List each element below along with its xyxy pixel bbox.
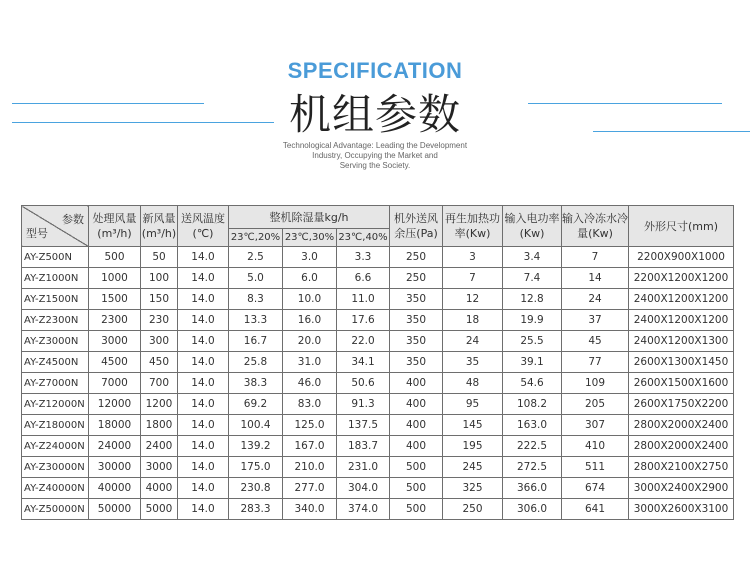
cell-dimensions: 2400X1200X1200 xyxy=(629,310,734,331)
table-row xyxy=(22,373,734,394)
table-row xyxy=(22,436,734,457)
cell-dehum-20: 69.2 xyxy=(229,394,283,415)
cell-chilled-water: 45 xyxy=(562,331,629,352)
cell-fresh-air: 1200 xyxy=(141,394,178,415)
cell-dimensions: 2200X1200X1200 xyxy=(629,268,734,289)
cell-dimensions: 2200X900X1000 xyxy=(629,247,734,268)
title-chinese: 机组参数 xyxy=(288,90,461,139)
cell-model: AY-Z40000N xyxy=(22,478,89,499)
cell-dehum-40: 17.6 xyxy=(337,310,390,331)
cell-regen-heating: 48 xyxy=(443,373,503,394)
title-english: SPECIFICATION xyxy=(287,58,463,83)
cell-supply-temp: 14.0 xyxy=(178,457,229,478)
cell-dehum-40: 22.0 xyxy=(337,331,390,352)
table-row xyxy=(22,457,734,478)
cell-fresh-air: 700 xyxy=(141,373,178,394)
cell-dehum-30: 3.0 xyxy=(283,247,337,268)
cell-regen-heating: 3 xyxy=(443,247,503,268)
header-fresh-air: 新风量(m³/h) xyxy=(141,206,178,247)
cell-dimensions: 2600X1750X2200 xyxy=(629,394,734,415)
cell-air-volume: 7000 xyxy=(89,373,141,394)
cell-fresh-air: 4000 xyxy=(141,478,178,499)
cell-dimensions: 3000X2600X3100 xyxy=(629,499,734,520)
cell-air-volume: 1000 xyxy=(89,268,141,289)
table-row xyxy=(22,499,734,520)
cell-dehum-20: 5.0 xyxy=(229,268,283,289)
cell-fresh-air: 450 xyxy=(141,352,178,373)
table-row xyxy=(22,331,734,352)
cell-chilled-water: 511 xyxy=(562,457,629,478)
cell-air-volume: 1500 xyxy=(89,289,141,310)
cell-air-volume: 50000 xyxy=(89,499,141,520)
cell-static-pressure: 400 xyxy=(390,373,443,394)
cell-chilled-water: 410 xyxy=(562,436,629,457)
cell-chilled-water: 77 xyxy=(562,352,629,373)
cell-dehum-20: 230.8 xyxy=(229,478,283,499)
cell-model: AY-Z30000N xyxy=(22,457,89,478)
cell-input-power: 19.9 xyxy=(503,310,562,331)
header-air-volume: 处理风量(m³/h) xyxy=(89,206,141,247)
cell-dehum-40: 3.3 xyxy=(337,247,390,268)
header-dimensions: 外形尺寸(mm) xyxy=(629,206,734,247)
cell-model: AY-Z50000N xyxy=(22,499,89,520)
cell-supply-temp: 14.0 xyxy=(178,436,229,457)
cell-supply-temp: 14.0 xyxy=(178,478,229,499)
cell-supply-temp: 14.0 xyxy=(178,373,229,394)
cell-static-pressure: 250 xyxy=(390,268,443,289)
cell-air-volume: 40000 xyxy=(89,478,141,499)
cell-fresh-air: 2400 xyxy=(141,436,178,457)
cell-dehum-30: 167.0 xyxy=(283,436,337,457)
cell-regen-heating: 195 xyxy=(443,436,503,457)
cell-fresh-air: 3000 xyxy=(141,457,178,478)
table-row xyxy=(22,394,734,415)
cell-input-power: 39.1 xyxy=(503,352,562,373)
cell-dehum-30: 20.0 xyxy=(283,331,337,352)
table-row xyxy=(22,310,734,331)
cell-static-pressure: 350 xyxy=(390,331,443,352)
specification-table xyxy=(21,205,734,520)
cell-supply-temp: 14.0 xyxy=(178,352,229,373)
header-dehumidification: 整机除湿量kg/h xyxy=(229,206,390,229)
cell-dehum-20: 2.5 xyxy=(229,247,283,268)
table-header-row xyxy=(22,206,734,229)
cell-dehum-40: 231.0 xyxy=(337,457,390,478)
cell-dehum-20: 13.3 xyxy=(229,310,283,331)
table-row xyxy=(22,268,734,289)
cell-dehum-20: 38.3 xyxy=(229,373,283,394)
table-body xyxy=(22,247,734,520)
cell-dimensions: 2800X2000X2400 xyxy=(629,415,734,436)
cell-static-pressure: 250 xyxy=(390,247,443,268)
table-row xyxy=(22,247,734,268)
subtitle-line: Industry, Occupying the Market and xyxy=(312,151,438,160)
header-regen-heating: 再生加热功率(Kw) xyxy=(443,206,503,247)
table-row xyxy=(22,478,734,499)
cell-dehum-30: 31.0 xyxy=(283,352,337,373)
cell-input-power: 54.6 xyxy=(503,373,562,394)
cell-dehum-30: 210.0 xyxy=(283,457,337,478)
header-dehum-30: 23℃,30% xyxy=(283,229,337,247)
cell-input-power: 222.5 xyxy=(503,436,562,457)
header-chilled-water: 输入冷冻水冷量(Kw) xyxy=(562,206,629,247)
cell-model: AY-Z4500N xyxy=(22,352,89,373)
cell-static-pressure: 400 xyxy=(390,436,443,457)
cell-air-volume: 30000 xyxy=(89,457,141,478)
cell-dehum-20: 283.3 xyxy=(229,499,283,520)
cell-air-volume: 12000 xyxy=(89,394,141,415)
table-row xyxy=(22,289,734,310)
cell-chilled-water: 37 xyxy=(562,310,629,331)
cell-dehum-30: 10.0 xyxy=(283,289,337,310)
cell-chilled-water: 307 xyxy=(562,415,629,436)
cell-input-power: 272.5 xyxy=(503,457,562,478)
cell-dimensions: 2400X1200X1200 xyxy=(629,289,734,310)
cell-dehum-30: 83.0 xyxy=(283,394,337,415)
table-row xyxy=(22,352,734,373)
cell-supply-temp: 14.0 xyxy=(178,415,229,436)
cell-dehum-20: 16.7 xyxy=(229,331,283,352)
cell-regen-heating: 245 xyxy=(443,457,503,478)
cell-regen-heating: 7 xyxy=(443,268,503,289)
cell-air-volume: 3000 xyxy=(89,331,141,352)
cell-model: AY-Z2300N xyxy=(22,310,89,331)
cell-dimensions: 2600X1300X1450 xyxy=(629,352,734,373)
cell-model: AY-Z12000N xyxy=(22,394,89,415)
cell-input-power: 306.0 xyxy=(503,499,562,520)
cell-dimensions: 2600X1500X1600 xyxy=(629,373,734,394)
cell-input-power: 7.4 xyxy=(503,268,562,289)
cell-dehum-20: 139.2 xyxy=(229,436,283,457)
cell-fresh-air: 1800 xyxy=(141,415,178,436)
cell-supply-temp: 14.0 xyxy=(178,247,229,268)
cell-dehum-20: 25.8 xyxy=(229,352,283,373)
cell-static-pressure: 500 xyxy=(390,478,443,499)
cell-input-power: 163.0 xyxy=(503,415,562,436)
cell-model: AY-Z1000N xyxy=(22,268,89,289)
cell-regen-heating: 12 xyxy=(443,289,503,310)
corner-label-params: 参数 xyxy=(62,213,84,226)
header-static-pressure: 机外送风余压(Pa) xyxy=(390,206,443,247)
header-input-power: 输入电功率(Kw) xyxy=(503,206,562,247)
cell-supply-temp: 14.0 xyxy=(178,499,229,520)
cell-static-pressure: 350 xyxy=(390,352,443,373)
cell-dehum-40: 183.7 xyxy=(337,436,390,457)
cell-dehum-30: 340.0 xyxy=(283,499,337,520)
cell-regen-heating: 35 xyxy=(443,352,503,373)
cell-dehum-40: 50.6 xyxy=(337,373,390,394)
cell-chilled-water: 205 xyxy=(562,394,629,415)
cell-regen-heating: 325 xyxy=(443,478,503,499)
cell-regen-heating: 95 xyxy=(443,394,503,415)
corner-label-model: 型号 xyxy=(26,227,48,240)
header-dehum-20: 23℃,20% xyxy=(229,229,283,247)
cell-static-pressure: 350 xyxy=(390,289,443,310)
cell-fresh-air: 300 xyxy=(141,331,178,352)
cell-dehum-20: 175.0 xyxy=(229,457,283,478)
cell-chilled-water: 24 xyxy=(562,289,629,310)
cell-regen-heating: 24 xyxy=(443,331,503,352)
cell-fresh-air: 100 xyxy=(141,268,178,289)
cell-chilled-water: 7 xyxy=(562,247,629,268)
cell-dehum-40: 304.0 xyxy=(337,478,390,499)
cell-fresh-air: 50 xyxy=(141,247,178,268)
cell-dehum-30: 277.0 xyxy=(283,478,337,499)
cell-dehum-20: 100.4 xyxy=(229,415,283,436)
subtitle-line: Technological Advantage: Leading the Development xyxy=(282,141,468,150)
cell-regen-heating: 145 xyxy=(443,415,503,436)
cell-regen-heating: 250 xyxy=(443,499,503,520)
header-dehum-40: 23℃,40% xyxy=(337,229,390,247)
cell-static-pressure: 500 xyxy=(390,499,443,520)
cell-input-power: 25.5 xyxy=(503,331,562,352)
cell-model: AY-Z18000N xyxy=(22,415,89,436)
cell-dehum-30: 6.0 xyxy=(283,268,337,289)
cell-fresh-air: 150 xyxy=(141,289,178,310)
cell-dehum-30: 46.0 xyxy=(283,373,337,394)
cell-input-power: 12.8 xyxy=(503,289,562,310)
cell-input-power: 3.4 xyxy=(503,247,562,268)
cell-model: AY-Z1500N xyxy=(22,289,89,310)
cell-dimensions: 2400X1200X1300 xyxy=(629,331,734,352)
cell-dimensions: 2800X2100X2750 xyxy=(629,457,734,478)
cell-supply-temp: 14.0 xyxy=(178,394,229,415)
cell-dehum-40: 137.5 xyxy=(337,415,390,436)
cell-air-volume: 18000 xyxy=(89,415,141,436)
cell-dehum-40: 6.6 xyxy=(337,268,390,289)
cell-static-pressure: 500 xyxy=(390,457,443,478)
cell-model: AY-Z3000N xyxy=(22,331,89,352)
cell-fresh-air: 230 xyxy=(141,310,178,331)
header-supply-temp: 送风温度(℃) xyxy=(178,206,229,247)
cell-model: AY-Z500N xyxy=(22,247,89,268)
cell-dehum-40: 34.1 xyxy=(337,352,390,373)
cell-supply-temp: 14.0 xyxy=(178,331,229,352)
subtitle-line: Serving the Society. xyxy=(339,161,411,170)
cell-chilled-water: 109 xyxy=(562,373,629,394)
cell-static-pressure: 400 xyxy=(390,415,443,436)
cell-dimensions: 2800X2000X2400 xyxy=(629,436,734,457)
cell-chilled-water: 641 xyxy=(562,499,629,520)
cell-static-pressure: 400 xyxy=(390,394,443,415)
cell-dehum-30: 16.0 xyxy=(283,310,337,331)
subtitle xyxy=(270,141,480,171)
cell-dehum-40: 374.0 xyxy=(337,499,390,520)
cell-dehum-30: 125.0 xyxy=(283,415,337,436)
cell-dehum-40: 11.0 xyxy=(337,289,390,310)
cell-fresh-air: 5000 xyxy=(141,499,178,520)
cell-static-pressure: 350 xyxy=(390,310,443,331)
cell-regen-heating: 18 xyxy=(443,310,503,331)
cell-input-power: 108.2 xyxy=(503,394,562,415)
cell-input-power: 366.0 xyxy=(503,478,562,499)
cell-air-volume: 24000 xyxy=(89,436,141,457)
cell-air-volume: 4500 xyxy=(89,352,141,373)
cell-chilled-water: 14 xyxy=(562,268,629,289)
cell-air-volume: 500 xyxy=(89,247,141,268)
corner-header-cell xyxy=(22,206,89,247)
cell-model: AY-Z7000N xyxy=(22,373,89,394)
cell-dehum-20: 8.3 xyxy=(229,289,283,310)
cell-model: AY-Z24000N xyxy=(22,436,89,457)
cell-supply-temp: 14.0 xyxy=(178,310,229,331)
cell-supply-temp: 14.0 xyxy=(178,268,229,289)
table-row xyxy=(22,415,734,436)
cell-chilled-water: 674 xyxy=(562,478,629,499)
cell-dimensions: 3000X2400X2900 xyxy=(629,478,734,499)
cell-air-volume: 2300 xyxy=(89,310,141,331)
cell-dehum-40: 91.3 xyxy=(337,394,390,415)
cell-supply-temp: 14.0 xyxy=(178,289,229,310)
